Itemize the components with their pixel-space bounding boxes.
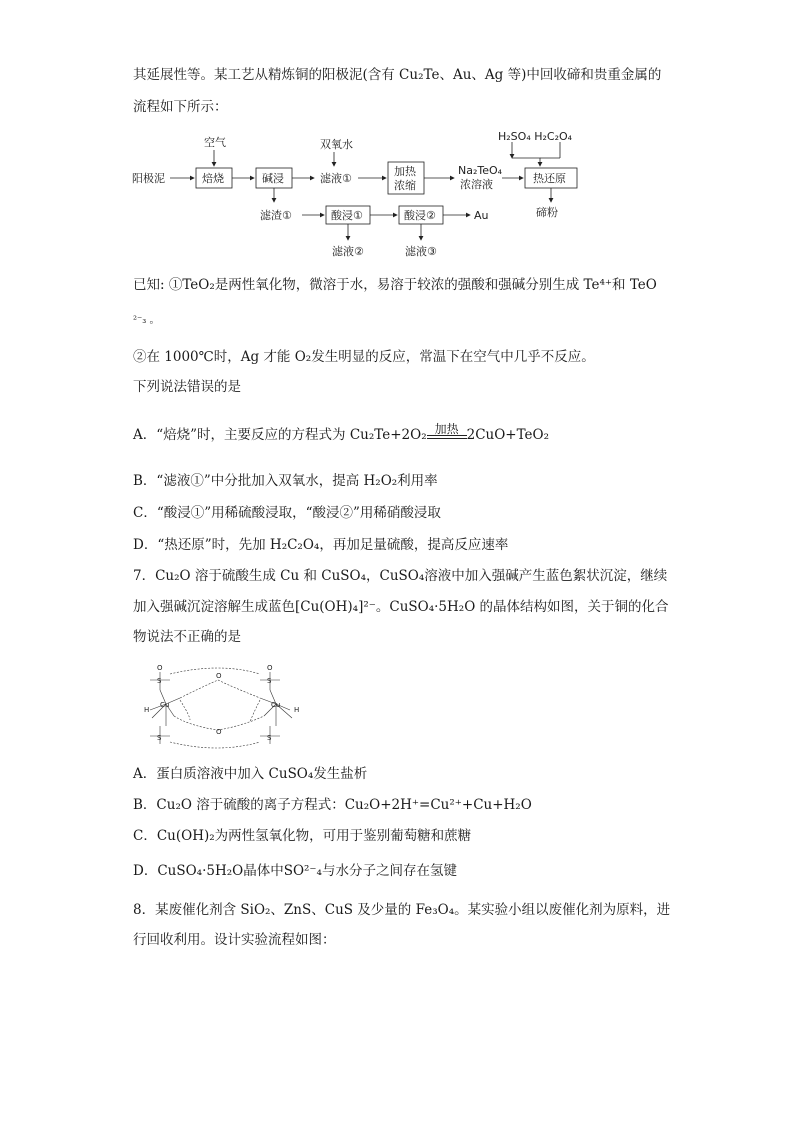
acid1-label: 酸浸① — [331, 209, 363, 222]
q6-option-c: C．“酸浸①”用稀硫酸浸取，“酸浸②”用稀硝酸浸取 — [133, 505, 441, 521]
start-label: 阳极泥 — [132, 172, 165, 185]
heat-condition — [427, 422, 467, 439]
q7-option-b: B．Cu₂O 溶于硫酸的离子方程式：Cu₂O+2H⁺=Cu²⁺+Cu+H₂O — [133, 797, 532, 813]
filtrate2-label: 滤液② — [332, 245, 364, 258]
na2teo4-label-2: 浓溶液 — [460, 178, 493, 191]
sulfur-bottom-left: S — [157, 734, 162, 742]
crystal-structure-figure — [130, 660, 335, 755]
h2o2-label: 双氧水 — [320, 138, 353, 151]
sulfur-top-left: S — [157, 677, 162, 685]
heat-label-2: 浓缩 — [394, 179, 416, 192]
q7-option-a: A．蛋白质溶液中加入 CuSO₄发生盐析 — [133, 766, 368, 782]
au-label: Au — [474, 209, 489, 222]
q6-a-post: 2CuO+TeO₂ — [466, 427, 550, 443]
heat-label-1: 加热 — [394, 165, 416, 178]
q7-option-d: D．CuSO₄·5H₂O晶体中SO²⁻₄与水分子之间存在氢键 — [133, 863, 457, 879]
te-label: 碲粉 — [536, 206, 558, 219]
q7-line-3: 物说法不正确的是 — [133, 629, 241, 645]
water-o-center-top: O — [216, 672, 222, 680]
water-h-left: H — [144, 706, 150, 714]
copper-left: Cu — [160, 701, 170, 709]
na2teo4-label-1: Na₂TeO₄ — [458, 164, 503, 177]
water-h-right: H — [294, 706, 300, 714]
heat-condition-label: 加热 — [434, 422, 459, 436]
q8-line-1: 8．某废催化剂含 SiO₂、ZnS、CuS 及少量的 Fe₃O₄。某实验小组以废催化剂为原料，进 — [133, 902, 671, 918]
known-line-1: 已知: ①TeO₂是两性氧化物，微溶于水，易溶于较浓的强酸和强碱分别生成 Te⁴⁺和 TeO — [133, 277, 657, 293]
acids-label: H₂SO₄ H₂C₂O₄ — [498, 130, 573, 143]
roast-label: 焙烧 — [202, 172, 224, 185]
question-6: 下列说法错误的是 — [133, 379, 241, 395]
filtrate3-label: 滤液③ — [405, 245, 437, 258]
q7-line-1: 7．Cu₂O 溶于硫酸生成 Cu 和 CuSO₄，CuSO₄溶液中加入强碱产生蓝色絮状沉淀，继续 — [133, 568, 668, 584]
sulfate-o-top-right: O — [267, 664, 273, 672]
copper-right: Cu — [271, 701, 281, 709]
acid2-label: 酸浸② — [404, 209, 436, 222]
intro-line-2: 流程如下所示： — [133, 99, 228, 115]
water-o-center-bottom: O — [216, 728, 222, 736]
air-label: 空气 — [204, 136, 226, 149]
known-line-1b: ²⁻₃ 。 — [133, 315, 160, 326]
intro-line-1: 其延展性等。某工艺从精炼铜的阳极泥(含有 Cu₂Te、Au、Ag 等)中回收碲和贵重金属的 — [133, 67, 662, 83]
alkali-label: 碱浸 — [262, 172, 284, 185]
q6-a-pre: A．“焙烧”时，主要反应的方程式为 Cu₂Te+2O₂ — [133, 427, 427, 443]
known-line-2: ②在 1000℃时，Ag 才能 O₂发生明显的反应，常温下在空气中几乎不反应。 — [133, 349, 595, 365]
sulfur-bottom-right: S — [267, 734, 272, 742]
q6-option-b: B．“滤液①”中分批加入双氧水，提高 H₂O₂利用率 — [133, 473, 438, 489]
q7-line-2: 加入强碱沉淀溶解生成蓝色[Cu(OH)₄]²⁻。CuSO₄·5H₂O 的晶体结构如图，关于铜的化合 — [133, 599, 669, 615]
filtrate1-label: 滤液① — [320, 172, 352, 185]
hotred-label: 热还原 — [533, 172, 566, 185]
q6-option-a — [133, 422, 550, 444]
q6-option-d: D．“热还原”时，先加 H₂C₂O₄，再加足量硫酸，提高反应速率 — [133, 537, 509, 553]
q8-line-2: 行回收利用。设计实验流程如图： — [133, 932, 336, 948]
sulfur-top-right: S — [267, 677, 272, 685]
process-flowchart — [120, 128, 600, 268]
residue1-label: 滤渣① — [260, 209, 292, 222]
q7-option-c: C．Cu(OH)₂为两性氢氧化物，可用于鉴别葡萄糖和蔗糖 — [133, 828, 472, 844]
sulfate-o-top-left: O — [157, 664, 163, 672]
